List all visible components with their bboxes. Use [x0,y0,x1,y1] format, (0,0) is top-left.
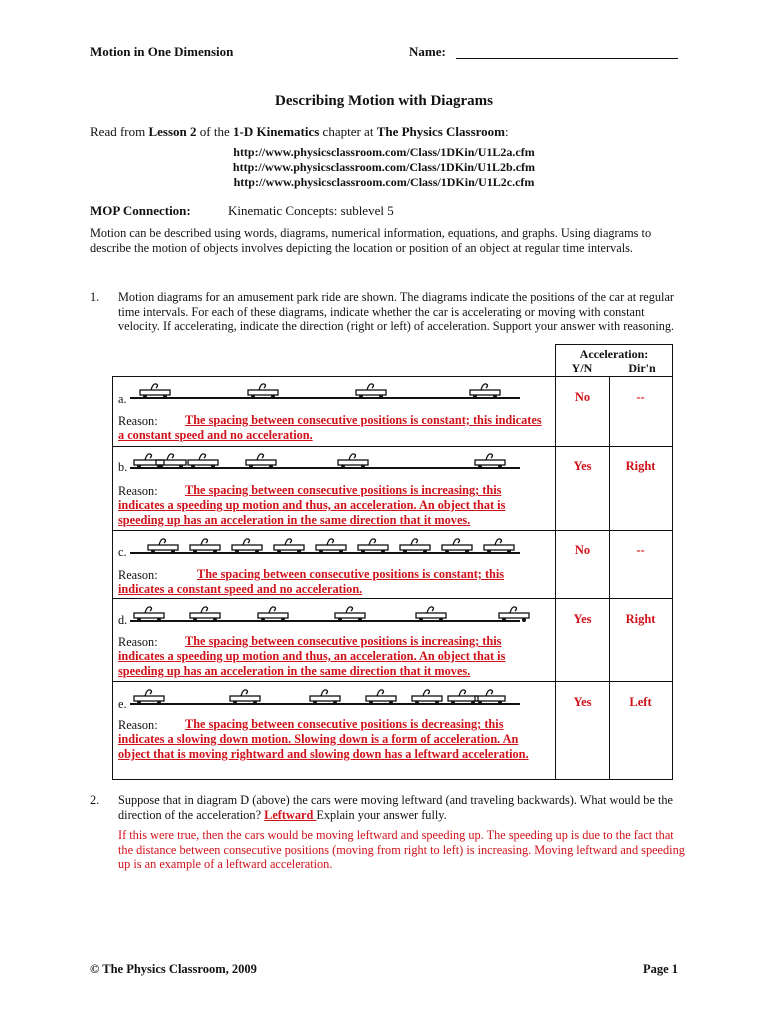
row-letter: a. [118,392,127,406]
row-letter: b. [118,460,128,474]
intro-mid2: chapter at [319,124,377,139]
row-b-dir: Right [625,459,656,473]
car-icon [366,690,396,705]
table-row-divider [112,681,673,682]
car-icon [448,690,478,705]
intro-post: : [505,124,509,139]
motion-diagram-e [130,686,530,708]
intro-chapter: 1-D Kinematics [233,124,320,139]
car-icon [475,454,505,469]
reason-label: Reason: [118,484,158,498]
table-divider [555,376,556,780]
reason-label: Reason: [118,568,158,582]
url-list [0,145,768,190]
car-icon [338,454,368,469]
car-icon [412,690,442,705]
url-link[interactable]: http://www.physicsclassroom.com/Class/1DKin/U1L2b.cfm [232,160,536,174]
row-letter: e. [118,697,127,711]
row-a-dir: -- [636,390,645,404]
car-icon [484,539,514,554]
car-icon [442,539,472,554]
row-c-yn: No [574,543,591,557]
car-icon [156,454,186,469]
row-e-reason: The spacing between consecutive positions is decreasing; this indicates a slowing down motion. Slowing down is a form of acceleration. An object that is moving rightward and slowing down has a leftward acceleration. [118,717,529,761]
url-link[interactable]: http://www.physicsclassroom.com/Class/1DKin/U1L2c.cfm [233,175,535,189]
url-link[interactable]: http://www.physicsclassroom.com/Class/1DKin/U1L2a.cfm [233,145,535,159]
question-1-number: 1. [90,290,100,304]
acceleration-header: Acceleration: [579,347,649,361]
car-icon [356,384,386,399]
car-icon [358,539,388,554]
motion-diagram-d [130,603,530,625]
car-icon [400,539,430,554]
intro-lesson: Lesson 2 [148,124,197,139]
car-icon [335,607,365,622]
footer-copyright: © The Physics Classroom, 2009 [90,962,257,976]
car-icon [148,539,178,554]
page-title: Describing Motion with Diagrams [275,93,493,109]
car-icon [274,539,304,554]
question-2-prompt: Suppose that in diagram D (above) the cars were moving leftward (and traveling backwards). What would be the direction of the acceleration? [118,793,673,822]
row-b-reason: The spacing between consecutive positions is increasing; this indicates a speeding up motion and thus, an acceleration. An object that is speeding up has an acceleration in the same direction that it moves. [118,483,506,527]
row-c-reason: The spacing between consecutive positions is constant; this indicates a constant speed and no acceleration. [118,567,505,596]
car-icon [134,690,164,705]
row-d-reason: The spacing between consecutive positions is increasing; this indicates a speeding up motion and thus, an acceleration. An object that is speeding up has an acceleration in the same direction that it moves. [118,634,506,678]
car-icon [190,539,220,554]
car-icon [246,454,276,469]
question-2-text [118,793,678,822]
table-row-divider [112,530,673,531]
reason-label: Reason: [118,718,158,732]
car-icon [499,607,529,622]
question-2-number: 2. [90,793,100,807]
car-icon [310,690,340,705]
table-row-divider [112,446,673,447]
row-e-yn: Yes [573,695,592,709]
table-divider [609,376,610,780]
car-icon [248,384,278,399]
intro-line [90,124,509,140]
car-icon [188,454,218,469]
question-2-answer[interactable]: Leftward [264,807,317,822]
row-b-yn: Yes [573,459,592,473]
yn-header: Y/N [571,361,593,375]
car-icon [470,384,500,399]
footer-page-number: Page 1 [643,962,679,976]
row-e-dir: Left [629,695,652,709]
car-icon [232,539,262,554]
car-icon [475,690,505,705]
worksheet-unit-title: Motion in One Dimension [90,44,234,59]
intro-site: The Physics Classroom [376,124,506,139]
intro-mid: of the [196,124,233,139]
car-icon [316,539,346,554]
mop-value: Kinematic Concepts: sublevel 5 [228,203,394,218]
reason-label: Reason: [118,414,158,428]
car-icon [416,607,446,622]
name-blank-line[interactable] [456,58,678,59]
row-letter: d. [118,613,128,627]
table-row-divider [112,598,673,599]
row-d-yn: Yes [573,612,592,626]
car-icon [258,607,288,622]
intro-pre: Read from [90,124,149,139]
name-label: Name: [409,44,446,59]
row-letter: c. [118,545,127,559]
car-icon [190,607,220,622]
intro-paragraph: Motion can be described using words, diagrams, numerical information, equations, and graphs. Using diagrams to describe the motion of objects involves depicting the location or position of an object at regular time intervals. [90,226,652,255]
row-c-dir: -- [636,543,645,557]
mop-label: MOP Connection: [90,203,191,218]
row-a-yn: No [574,390,591,404]
motion-diagram-b [130,450,530,472]
car-icon [134,607,164,622]
car-icon [230,690,260,705]
row-d-dir: Right [625,612,656,626]
question-1-text: Motion diagrams for an amusement park ride are shown. The diagrams indicate the positions of the car at regular time intervals. For each of these diagrams, indicate whether the car is accelerating or moving with constant velocity. If accelerating, indicate the direction (right or left) of acceleration. Support your answer with reasoning. [118,290,675,334]
motion-diagram-c [130,535,530,557]
question-2-response[interactable]: If this were true, then the cars would be moving leftward and speeding up. The speeding up is due to the fact that the distance between consecutive positions (moving from right to left) is increasing. Moving leftward and speeding up is an example of a leftward acceleration. [118,828,685,872]
question-2-prompt-end: Explain your answer fully. [316,807,447,822]
car-icon [140,384,170,399]
direction-header: Dir'n [628,361,656,375]
reason-label: Reason: [118,635,158,649]
motion-diagram-a [130,380,530,402]
row-a-reason: The spacing between consecutive positions is constant; this indicates a constant speed and no acceleration. [118,413,542,442]
